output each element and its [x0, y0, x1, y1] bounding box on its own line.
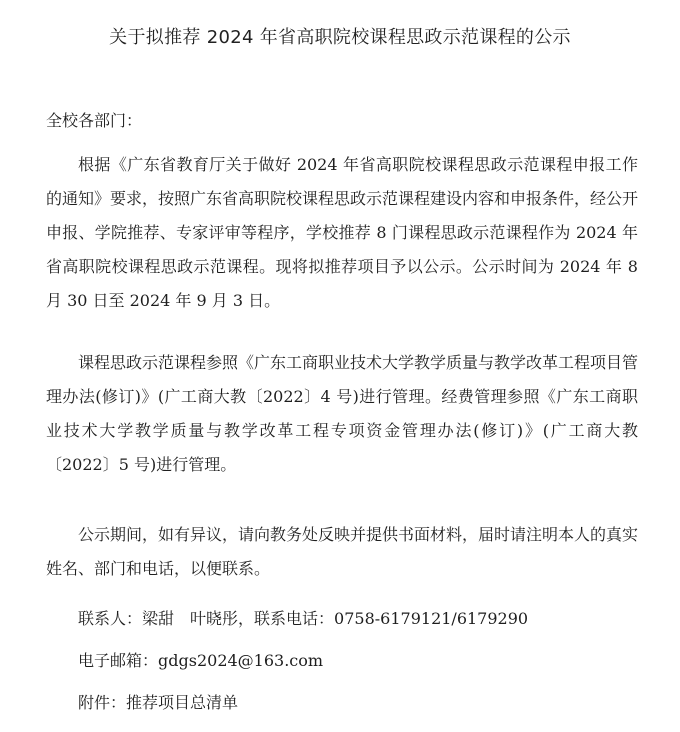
attachment-link[interactable]: 推荐项目总清单	[126, 693, 239, 712]
phone-number: 0758-6179121/6179290	[334, 609, 529, 628]
contact-label: 联系人：	[78, 609, 143, 628]
salutation: 全校各部门：	[46, 111, 143, 130]
contact-line	[78, 606, 528, 632]
notice-title: 关于拟推荐 2024 年省高职院校课程思政示范课程的公示	[109, 27, 571, 48]
paragraph-recommendation: 根据《广东省教育厅关于做好 2024 年省高职院校课程思政示范课程申报工作的通知》要求，按照广东省高职院校课程思政示范课程建设内容和申报条件，经公开申报、学院推荐、专家评审等程序，学校推荐 8 门课程思政示范课程作为 2024 年省高职院校课程思政示范课程。现将拟推荐项目予以公示。公示时间为 2024 年 8 月 30 日至 2024 年 9 月 3 日。	[46, 155, 639, 310]
contact-names: 梁甜 叶晓彤，	[142, 609, 255, 628]
attachment-line	[78, 690, 238, 716]
email-address[interactable]: gdgs2024@163.com	[158, 651, 324, 670]
paragraph-management: 课程思政示范课程参照《广东工商职业技术大学教学质量与教学改革工程项目管理办法(修订)》(广工商大教〔2022〕4 号)进行管理。经费管理参照《广东工商职业技术大学教学质量与教学改革工程专项资金管理办法(修订)》(广工商大教〔2022〕5 号)进行管理。	[46, 353, 639, 474]
email-line	[78, 648, 323, 674]
paragraph-objection: 公示期间，如有异议，请向教务处反映并提供书面材料，届时请注明本人的真实姓名、部门和电话，以便联系。	[46, 525, 639, 578]
attachment-label: 附件：	[78, 693, 127, 712]
phone-label: 联系电话：	[254, 609, 335, 628]
email-label: 电子邮箱：	[78, 651, 159, 670]
